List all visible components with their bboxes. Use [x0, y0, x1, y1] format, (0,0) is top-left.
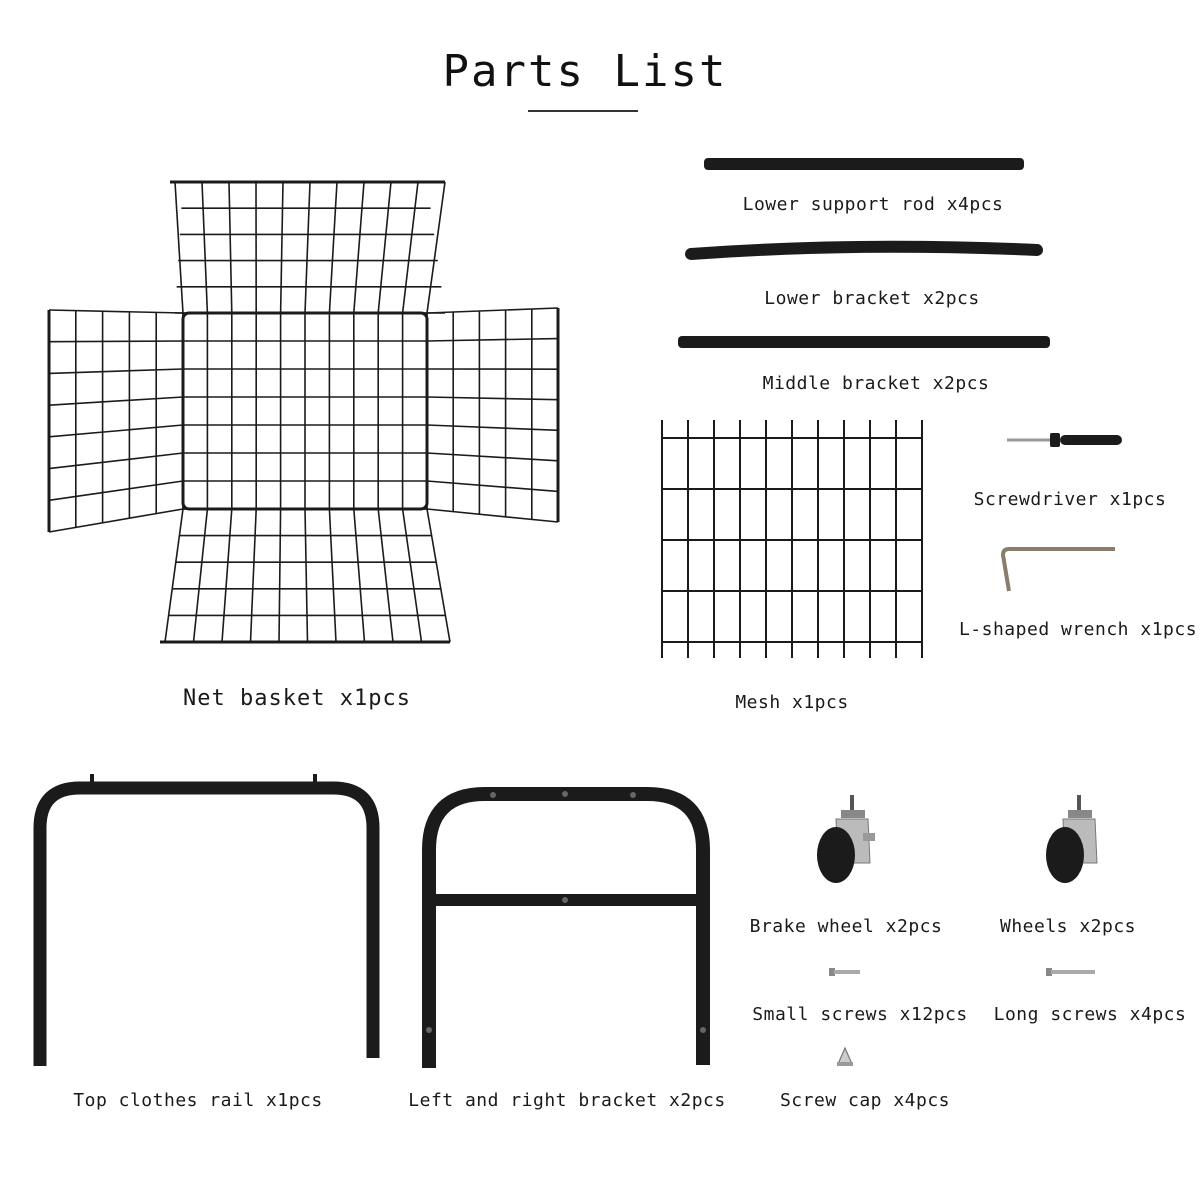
small-screws-label: Small screws x12pcs	[752, 1004, 968, 1025]
mesh-label: Mesh x1pcs	[735, 692, 849, 713]
screw-icon	[828, 965, 862, 979]
l-wrench-icon	[995, 545, 1120, 595]
l-wrench-label: L-shaped wrench x1pcs	[958, 619, 1198, 640]
page-title: Parts List	[442, 46, 728, 97]
lower-support-rod-label: Lower support rod x4pcs	[742, 194, 1004, 215]
bracket-frame-icon	[415, 780, 715, 1070]
rod-icon	[702, 155, 1027, 175]
top-rail-label: Top clothes rail x1pcs	[73, 1090, 323, 1111]
title-underline	[528, 110, 638, 112]
mesh-panel-icon	[658, 418, 928, 663]
brake-wheel-label: Brake wheel x2pcs	[749, 916, 943, 937]
screwdriver-label: Screwdriver x1pcs	[973, 489, 1167, 510]
screw-cap-icon	[834, 1044, 856, 1068]
caster-wheel-icon	[1035, 793, 1110, 893]
net-basket-label: Net basket x1pcs	[183, 686, 411, 711]
net-basket-icon	[40, 170, 570, 660]
rod-icon	[676, 333, 1054, 353]
screw-icon	[1045, 965, 1097, 979]
caster-wheel-icon	[808, 793, 883, 893]
rail-frame-icon	[28, 768, 388, 1068]
lower-bracket-label: Lower bracket x2pcs	[764, 288, 980, 309]
side-bracket-label: Left and right bracket x2pcs	[408, 1090, 726, 1111]
rod-icon	[687, 238, 1042, 268]
middle-bracket-label: Middle bracket x2pcs	[762, 373, 990, 394]
screw-cap-label: Screw cap x4pcs	[779, 1090, 951, 1111]
long-screws-label: Long screws x4pcs	[993, 1004, 1187, 1025]
screwdriver-icon	[1005, 428, 1125, 452]
wheels-label: Wheels x2pcs	[999, 916, 1137, 937]
